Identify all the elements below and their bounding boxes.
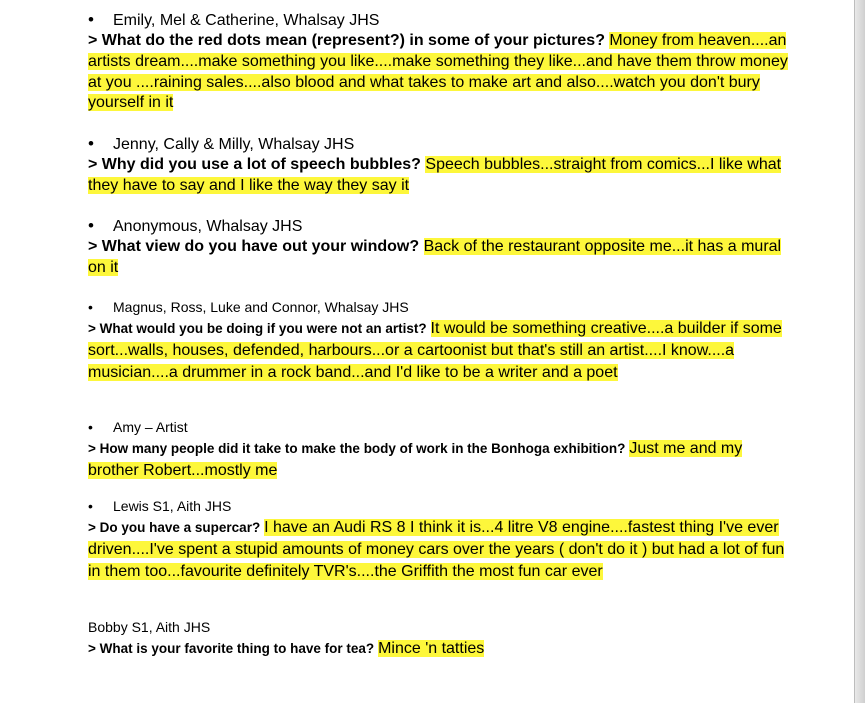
answer-text: I have an Audi RS 8 I think it is...4 litre V8 engine....fastest thing I've ever driven....I've spent a stupid amounts of money cars over the years ( don't do it ) but had a lot of fun in them too...favourite definitely TVR's....the Griffith the most fun car ever (88, 519, 785, 580)
author-name: Jenny, Cally & Milly, Whalsay JHS (113, 136, 355, 153)
answer-text: It would be something creative....a builder if some sort...walls, houses, defended, harbours...or a cartoonist but that's still an artist....I know....a musician....a drummer in a rock band...and I'd like to be a writer and a poet (88, 320, 782, 381)
bullet: • (88, 498, 93, 514)
author-name: Emily, Mel & Catherine, Whalsay JHS (113, 12, 380, 29)
bullet: • (88, 10, 94, 29)
entry-author (88, 10, 788, 31)
qa-entry (88, 617, 788, 660)
bullet: • (88, 134, 94, 153)
answer-text: Money from heaven....an artists dream....make something you like....make something they like...and have them throw money at you ....raining sales....also blood and what takes to make art and also....watch you don't bury yourself in it (88, 32, 788, 112)
author-name: Magnus, Ross, Luke and Connor, Whalsay JHS (113, 299, 409, 315)
author-name: Anonymous, Whalsay JHS (113, 218, 303, 235)
entry-author (88, 417, 788, 438)
question-answer (88, 237, 788, 279)
bullet: • (88, 419, 93, 435)
qa-entry (88, 297, 788, 383)
question-text: > What view do you have out your window? (88, 238, 420, 255)
answer-text: Mince 'n tatties (378, 640, 485, 657)
entry-author (88, 496, 788, 517)
question-text: > What is your favorite thing to have for tea? (88, 641, 375, 656)
question-text: > Do you have a supercar? (88, 520, 261, 535)
author-name: Amy – Artist (113, 419, 188, 435)
entry-author (88, 297, 788, 318)
qa-entry (88, 216, 788, 279)
question-answer (88, 318, 788, 383)
question-text: > Why did you use a lot of speech bubbles? (88, 156, 421, 173)
entry-author (88, 216, 788, 237)
question-answer (88, 517, 788, 582)
author-name: Lewis S1, Aith JHS (113, 498, 232, 514)
question-answer (88, 638, 788, 660)
qa-entry (88, 134, 788, 197)
question-answer (88, 31, 788, 114)
question-text: > What would you be doing if you were not an artist? (88, 321, 427, 336)
qa-entry (88, 10, 788, 114)
bullet: • (88, 299, 93, 315)
question-answer (88, 155, 788, 197)
answer-text: Speech bubbles...straight from comics...I like what they have to say and I like the way they say it (88, 156, 782, 194)
author-name: Bobby S1, Aith JHS (88, 619, 211, 635)
question-text: > How many people did it take to make the body of work in the Bonhoga exhibition? (88, 441, 626, 456)
answer-text: Back of the restaurant opposite me...it has a mural on it (88, 238, 782, 276)
qa-entry (88, 417, 788, 482)
page-edge-scrollbar[interactable] (854, 0, 865, 703)
bullet: • (88, 216, 94, 235)
entry-author (88, 617, 788, 638)
answer-text: Just me and my brother Robert...mostly me (88, 440, 743, 479)
question-answer (88, 438, 788, 482)
entry-author (88, 134, 788, 155)
qa-entry (88, 496, 788, 582)
question-text: > What do the red dots mean (represent?) in some of your pictures? (88, 32, 605, 49)
